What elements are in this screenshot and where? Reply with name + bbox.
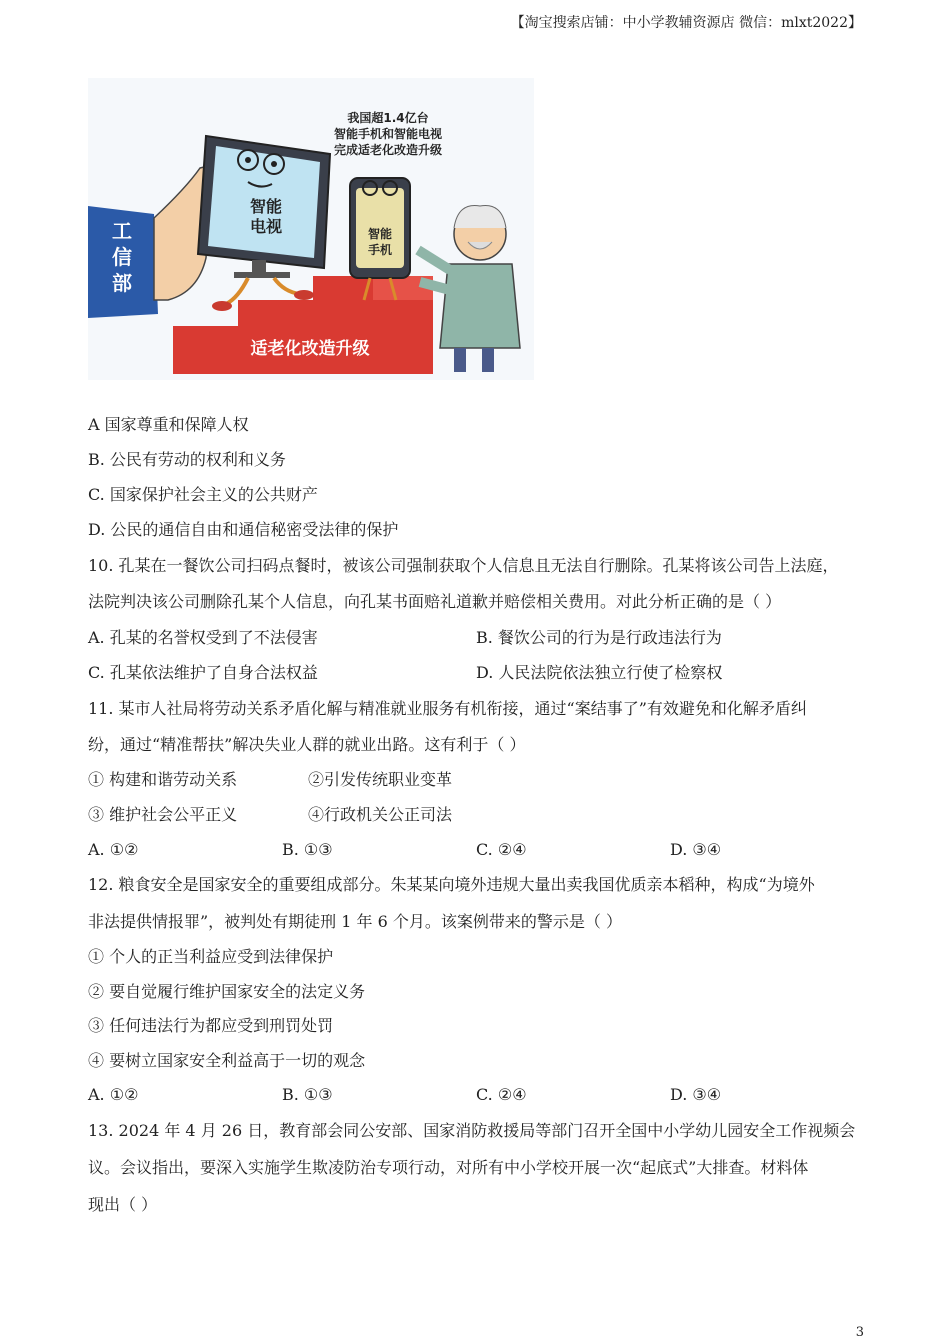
q12-item-1: ① 个人的正当利益应受到法律保护: [88, 947, 334, 966]
q10-option-c[interactable]: C. 孔某依法维护了自身合法权益: [88, 663, 318, 682]
stair-label: 适老化改造升级: [250, 339, 370, 359]
sleeve-char-3: 部: [112, 271, 132, 295]
q10-option-b[interactable]: B. 餐饮公司的行为是行政违法行为: [476, 628, 722, 647]
elder-coat: [440, 264, 520, 348]
phone-label-1: 智能: [367, 227, 393, 241]
q11-stem-line-2: 纷，通过“精准帮扶”解决失业人群的就业出路。这有利于（ ）: [88, 735, 526, 754]
q9-option-a[interactable]: A 国家尊重和保障人权: [88, 415, 249, 434]
caption-line-2: 智能手机和智能电视: [333, 127, 443, 141]
q11-item-2: ②引发传统职业变革: [308, 770, 453, 789]
q12-option-a[interactable]: A. ①②: [88, 1085, 139, 1104]
q13-stem-line-2: 议。会议指出，要深入实施学生欺凌防治专项行动，对所有中小学校开展一次“起底式”大排查。材料体: [88, 1158, 809, 1177]
q12-stem-line-1: 12. 粮食安全是国家安全的重要组成部分。朱某某向境外违规大量出卖我国优质亲本稻种，构成“为境外: [88, 875, 815, 894]
caption-line-3: 完成适老化改造升级: [333, 143, 443, 157]
tv-label-1: 智能: [249, 197, 283, 216]
q12-item-2: ② 要自觉履行维护国家安全的法定义务: [88, 982, 366, 1001]
q9-option-c[interactable]: C. 国家保护社会主义的公共财产: [88, 485, 318, 504]
q12-option-d[interactable]: D. ③④: [670, 1085, 722, 1104]
q10-option-d[interactable]: D. 人民法院依法独立行使了检察权: [476, 663, 723, 682]
q11-stem-line-1: 11. 某市人社局将劳动关系矛盾化解与精准就业服务有机衔接，通过“案结事了”有效避免和化解矛盾纠: [88, 699, 807, 718]
q12-item-4: ④ 要树立国家安全利益高于一切的观念: [88, 1051, 366, 1070]
q10-option-a[interactable]: A. 孔某的名誉权受到了不法侵害: [88, 628, 318, 647]
q12-stem-line-2: 非法提供情报罪”，被判处有期徒刑 1 年 6 个月。该案例带来的警示是（ ）: [88, 912, 622, 931]
q13-stem-line-3: 现出（ ）: [88, 1195, 158, 1214]
q11-item-1: ① 构建和谐劳动关系: [88, 770, 238, 789]
q12-item-3: ③ 任何违法行为都应受到刑罚处罚: [88, 1016, 334, 1035]
q11-item-4: ④行政机关公正司法: [308, 805, 453, 824]
cartoon-illustration: [88, 78, 534, 380]
q10-stem-line-2: 法院判决该公司删除孔某个人信息，向孔某书面赔礼道歉并赔偿相关费用。对此分析正确的是（ ）: [88, 592, 782, 611]
page-number: 3: [855, 1325, 864, 1340]
tv-label-2: 电视: [249, 217, 283, 236]
q13-stem-line-1: 13. 2024 年 4 月 26 日，教育部会同公安部、国家消防救援局等部门召开全国中小学幼儿园安全工作视频会: [88, 1121, 856, 1140]
q9-option-b[interactable]: B. 公民有劳动的权利和义务: [88, 450, 286, 469]
q11-option-a[interactable]: A. ①②: [88, 840, 139, 859]
sleeve-char-2: 信: [112, 245, 132, 269]
q12-option-b[interactable]: B. ①③: [282, 1085, 333, 1104]
caption-line-1: 我国超1.4亿台: [347, 111, 429, 125]
q11-item-3: ③ 维护社会公平正义: [88, 805, 238, 824]
sleeve-char-1: 工: [112, 219, 132, 243]
q12-option-c[interactable]: C. ②④: [476, 1085, 527, 1104]
phone-label-2: 手机: [367, 243, 393, 257]
q10-stem-line-1: 10. 孔某在一餐饮公司扫码点餐时，被该公司强制获取个人信息且无法自行删除。孔某将该公司告上法庭，: [88, 556, 839, 575]
cartoon-svg: [88, 78, 534, 380]
q9-option-d[interactable]: D. 公民的通信自由和通信秘密受法律的保护: [88, 520, 399, 539]
q11-option-d[interactable]: D. ③④: [670, 840, 722, 859]
q11-option-b[interactable]: B. ①③: [282, 840, 333, 859]
page-header: 【淘宝搜索店铺：中小学教辅资源店 微信：mlxt2022】: [510, 15, 862, 31]
q11-option-c[interactable]: C. ②④: [476, 840, 527, 859]
